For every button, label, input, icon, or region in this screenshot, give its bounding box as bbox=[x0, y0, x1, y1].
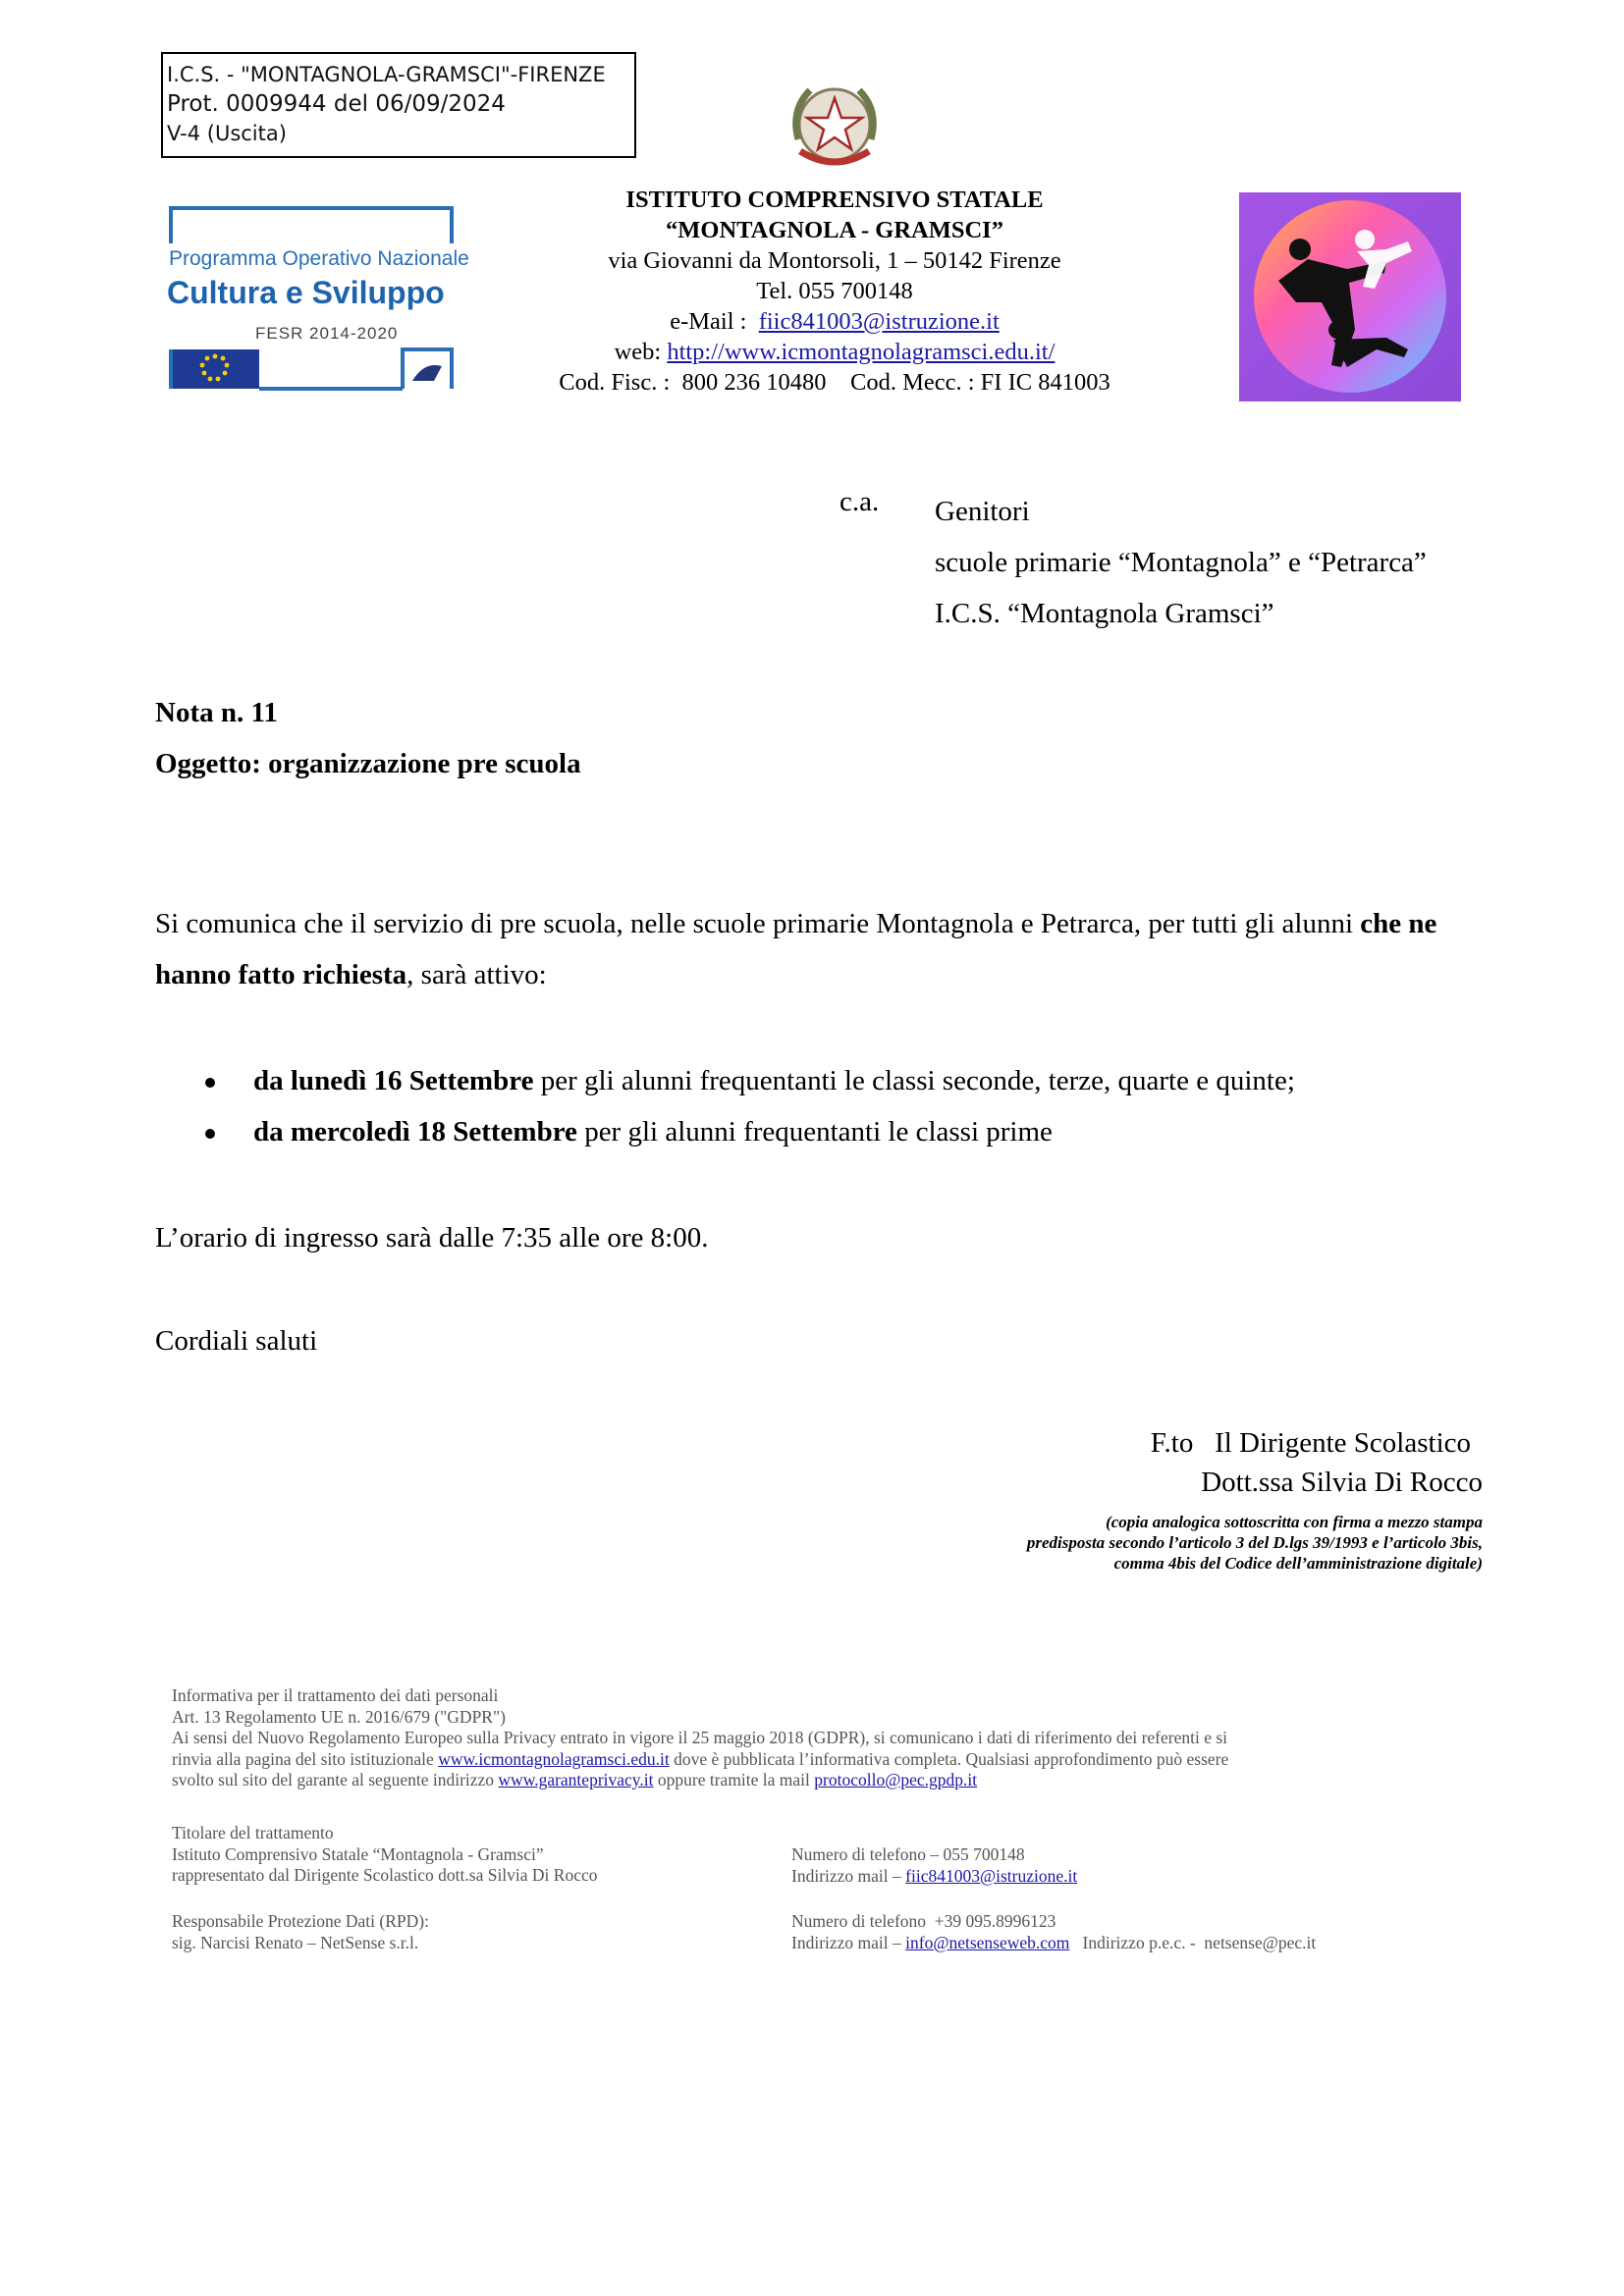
privacy-text bbox=[172, 1770, 1389, 1791]
list-item-date: da mercoledì 18 Settembre bbox=[253, 1116, 577, 1148]
dpo-mail-link[interactable]: info@netsenseweb.com bbox=[905, 1932, 1070, 1952]
dpo-title: Responsabile Protezione Dati (RPD): bbox=[172, 1911, 429, 1931]
list-item-date: da lunedì 16 Settembre bbox=[253, 1065, 534, 1096]
recipient-line: I.C.S. “Montagnola Gramsci” bbox=[935, 598, 1274, 629]
data-controller-phone: Numero di telefono – 055 700148 bbox=[791, 1844, 1025, 1864]
stamp-protocol-number: Prot. 0009944 del 06/09/2024 bbox=[167, 91, 506, 117]
web-label: web: bbox=[614, 339, 662, 365]
closing-greeting: Cordiali saluti bbox=[155, 1325, 318, 1357]
body-bold-text: che ne hanno fatto richiesta bbox=[155, 908, 1437, 990]
note-heading bbox=[155, 687, 581, 789]
dpo-name: sig. Narcisi Renato – NetSense s.r.l. bbox=[172, 1932, 419, 1952]
school-website-link[interactable]: http://www.icmontagnolagramsci.edu.it/ bbox=[667, 339, 1056, 365]
pon-logo-line1: Programma Operativo Nazionale bbox=[169, 247, 469, 270]
mail-label: Indirizzo mail – bbox=[791, 1932, 906, 1952]
body-paragraph bbox=[155, 898, 1490, 1000]
dpo-pec: Indirizzo p.e.c. - netsense@pec.it bbox=[1069, 1932, 1317, 1952]
data-controller-mail-link[interactable]: fiic841003@istruzione.it bbox=[905, 1865, 1078, 1886]
data-controller-mail-line bbox=[791, 1866, 1420, 1888]
data-controller bbox=[172, 1823, 800, 1887]
school-logo bbox=[1239, 192, 1461, 401]
list-item bbox=[196, 1106, 1295, 1157]
privacy-article: Art. 13 Regolamento UE n. 2016/679 ("GDPR") bbox=[172, 1706, 506, 1727]
pon-logo-line2: Cultura e Sviluppo bbox=[167, 275, 445, 310]
signer-name: Dott.ssa Silvia Di Rocco bbox=[1201, 1467, 1483, 1498]
note-subject: Oggetto: organizzazione pre scuola bbox=[155, 748, 581, 779]
mail-label: Indirizzo mail – bbox=[791, 1865, 906, 1886]
school-email-link[interactable]: fiic841003@istruzione.it bbox=[758, 308, 1000, 335]
privacy-notice bbox=[172, 1685, 1389, 1791]
protocol-stamp bbox=[161, 52, 636, 158]
school-phone: Tel. 055 700148 bbox=[756, 278, 913, 304]
data-protection-officer bbox=[172, 1911, 800, 1953]
dpo-contacts bbox=[791, 1911, 1479, 1953]
school-email-line bbox=[432, 306, 1237, 337]
signature-block bbox=[943, 1423, 1483, 1502]
data-controller-name: Istituto Comprensivo Statale “Montagnola - Gramsci” bbox=[172, 1843, 544, 1864]
garante-privacy-link[interactable]: www.garanteprivacy.it bbox=[498, 1770, 654, 1789]
data-controller-representative: rappresentato dal Dirigente Scolastico dott.sa Silvia Di Rocco bbox=[172, 1865, 598, 1885]
stamp-school: I.C.S. - "MONTAGNOLA-GRAMSCI"-FIRENZE bbox=[167, 63, 606, 86]
body-text: Si comunica che il servizio di pre scuola, nelle scuole primarie Montagnola e Petrarca, per tutti gli alunni bbox=[155, 908, 1361, 939]
school-address: via Giovanni da Montorsoli, 1 – 50142 Firenze bbox=[608, 247, 1061, 274]
body-text: , sarà attivo: bbox=[406, 959, 547, 990]
start-dates-list bbox=[196, 1055, 1295, 1157]
privacy-text-part: oppure tramite la mail bbox=[653, 1770, 815, 1789]
stamp-classification: V-4 (Uscita) bbox=[167, 122, 287, 145]
privacy-text-part: svolto sul sito del garante al seguente indirizzo bbox=[172, 1770, 499, 1789]
dpo-mail-line bbox=[791, 1933, 1479, 1954]
school-web-line bbox=[432, 337, 1237, 367]
school-type: ISTITUTO COMPRENSIVO STATALE bbox=[625, 187, 1044, 213]
school-header bbox=[432, 185, 1237, 398]
signature-note-line: comma 4bis del Codice dell’amministrazione digitale) bbox=[1113, 1554, 1483, 1573]
note-number: Nota n. 11 bbox=[155, 697, 278, 728]
italian-republic-emblem bbox=[781, 71, 889, 179]
school-codes: Cod. Fisc. : 800 236 10480 Cod. Mecc. : FI IC 841003 bbox=[559, 369, 1110, 396]
signer-role: F.to Il Dirigente Scolastico bbox=[1150, 1427, 1471, 1459]
privacy-text bbox=[172, 1749, 1389, 1771]
list-item-text: per gli alunni frequentanti le classi prime bbox=[576, 1116, 1053, 1148]
privacy-title: Informativa per il trattamento dei dati personali bbox=[172, 1685, 499, 1705]
garante-mail-link[interactable]: protocollo@pec.gpdp.it bbox=[814, 1770, 978, 1789]
list-item-text: per gli alunni frequentanti le classi seconde, terze, quarte e quinte; bbox=[533, 1065, 1295, 1096]
school-site-link[interactable]: www.icmontagnolagramsci.edu.it bbox=[438, 1748, 670, 1769]
digital-signature-note bbox=[844, 1512, 1483, 1574]
recipients bbox=[935, 486, 1427, 639]
dpo-phone: Numero di telefono +39 095.8996123 bbox=[791, 1911, 1056, 1931]
privacy-text-part: dove è pubblicata l’informativa completa. Qualsiasi approfondimento può essere bbox=[669, 1748, 1229, 1769]
signature-note-line: (copia analogica sottoscritta con firma a mezzo stampa bbox=[1106, 1513, 1483, 1531]
data-controller-contacts bbox=[791, 1844, 1420, 1887]
pon-logo-line3: FESR 2014-2020 bbox=[255, 324, 399, 343]
privacy-text: Ai sensi del Nuovo Regolamento Europeo sulla Privacy entrato in vigore il 25 maggio 2018 (GDPR), si comunicano i dati di riferimento dei referenti e si bbox=[172, 1728, 1228, 1747]
pon-logo bbox=[167, 204, 469, 391]
email-label: e-Mail : bbox=[670, 308, 747, 335]
school-name: “MONTAGNOLA - GRAMSCI” bbox=[666, 217, 1003, 243]
data-controller-title: Titolare del trattamento bbox=[172, 1823, 334, 1842]
recipient-line: scuole primarie “Montagnola” e “Petrarca” bbox=[935, 547, 1427, 578]
list-item bbox=[196, 1055, 1295, 1106]
recipient-line: Genitori bbox=[935, 496, 1030, 527]
signature-note-line: predisposta secondo l’articolo 3 del D.lgs 39/1993 e l’articolo 3bis, bbox=[1026, 1533, 1483, 1552]
recipients-prefix: c.a. bbox=[839, 486, 880, 517]
privacy-text-part: rinvia alla pagina del sito istituzionale bbox=[172, 1748, 439, 1769]
entry-time: L’orario di ingresso sarà dalle 7:35 alle ore 8:00. bbox=[155, 1222, 709, 1254]
